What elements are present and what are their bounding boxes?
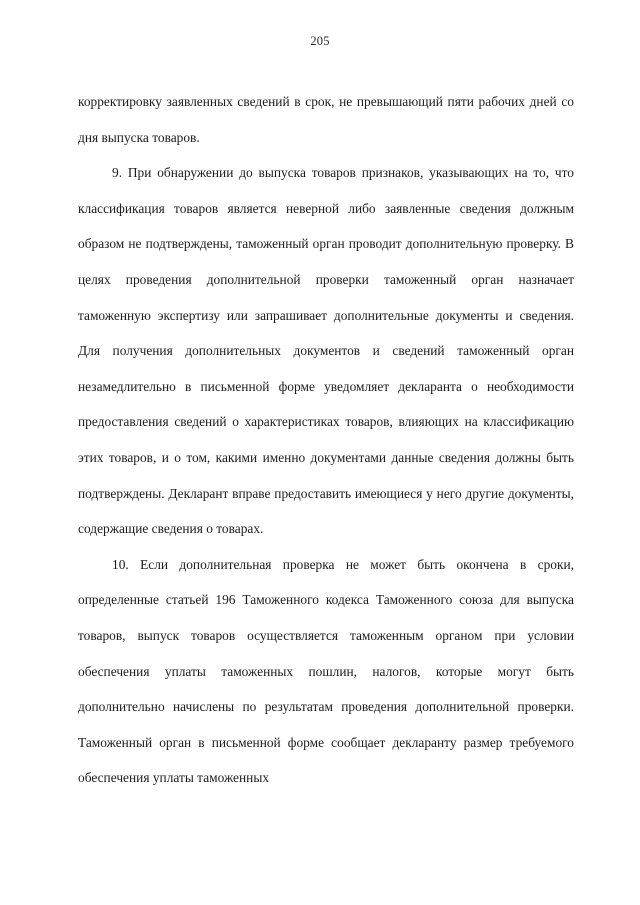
paragraph-item-9: 9. При обнаружении до выпуска товаров признаков, указывающих на то, что классификация товаров является неверной либо заявленные сведения должным образом не подтверждены, таможенный орган проводит дополнительную проверку. В целях проведения дополнительной проверки таможенный орган назначает таможенную экспертизу или запрашивает дополнительные документы и сведения. Для получения дополнительных документов и сведений таможенный орган незамедлительно в письменной форме уведомляет декларанта о необходимости предоставления сведений о характеристиках товаров, влияющих на классификацию этих товаров, и о том, какими именно документами данные сведения должны быть подтверждены. Декларант вправе предоставить имеющиеся у него другие документы, содержащие сведения о товарах.: [78, 165, 574, 537]
document-body: [78, 84, 574, 796]
page-number: 205: [310, 34, 330, 48]
paragraph-item-10: 10. Если дополнительная проверка не может быть окончена в сроки, определенные статьей 196 Таможенного кодекса Таможенного союза для выпуска товаров, выпуск товаров осуществляется таможенным органом при условии обеспечения уплаты таможенных пошлин, налогов, которые могут быть дополнительно начислены по результатам проведения дополнительной проверки. Таможенный орган в письменной форме сообщает декларанту размер требуемого обеспечения уплаты таможенных: [78, 556, 574, 786]
paragraph-continued: корректировку заявленных сведений в срок, не превышающий пяти рабочих дней со дня выпуска товаров.: [78, 94, 574, 145]
